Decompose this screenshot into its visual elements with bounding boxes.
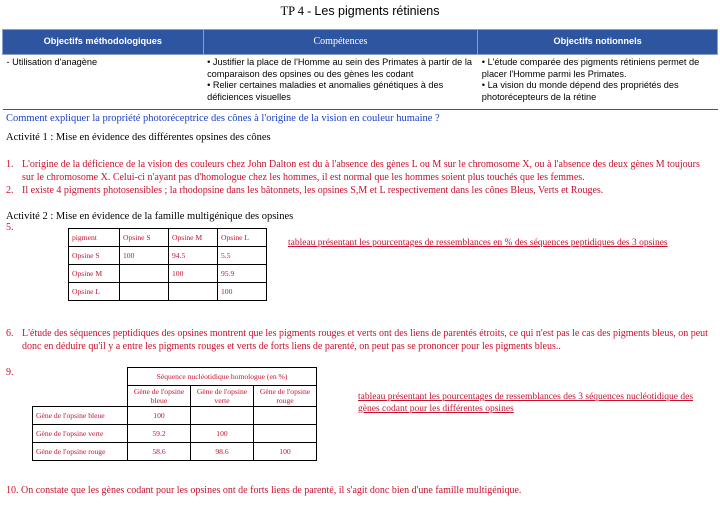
table-cell: 100 <box>254 443 317 461</box>
table-cell <box>254 425 317 443</box>
table-cell <box>120 265 169 283</box>
table-header-cell: Gène de l'opsine verte <box>191 386 254 407</box>
table2-caption: tableau présentant les pourcentages de ressemblances des 3 séquences nucléotidique des gènes codant pour les différentes opsines <box>358 392 694 414</box>
competences-cell <box>203 55 478 110</box>
table-header-cell: Opsine L <box>218 229 267 247</box>
table-cell: 100 <box>191 425 254 443</box>
table-cell: 59.2 <box>128 425 191 443</box>
header-notional: Objectifs notionnels <box>478 30 718 55</box>
table-row <box>69 283 267 301</box>
table-cell: Opsine S <box>69 247 120 265</box>
table-cell: Gène de l'opsine verte <box>33 425 128 443</box>
methodological-cell: - Utilisation d'anagène <box>3 55 204 110</box>
table-cell: 58.6 <box>128 443 191 461</box>
table-header-cell: pigment <box>69 229 120 247</box>
table-cell: Gène de l'opsine rouge <box>33 443 128 461</box>
page-title <box>0 4 720 19</box>
table-header-cell: Gène de l'opsine bleue <box>128 386 191 407</box>
header-methodological: Objectifs méthodologiques <box>3 30 204 55</box>
header-competences: Compétences <box>203 30 478 55</box>
empty-corner <box>33 368 128 386</box>
table-cell: 95.9 <box>218 265 267 283</box>
problem-question: Comment expliquer la propriété photoréceptrice des cônes à l'origine de la vision en couleur humaine ? <box>6 113 440 124</box>
table-cell: Opsine L <box>69 283 120 301</box>
table-row <box>69 265 267 283</box>
table-cell <box>169 283 218 301</box>
table-cell <box>120 283 169 301</box>
objectives-table <box>2 29 718 110</box>
title-tp: TP 4 - <box>280 4 315 18</box>
item-number: 2. <box>6 185 14 196</box>
table-row <box>33 407 317 425</box>
activity1-item-2 <box>6 185 712 198</box>
table-cell <box>254 407 317 425</box>
item-text: L'étude des séquences peptidiques des opsines montrent que les pigments rouges et verts ont des liens de parentés étroits, ce qui n'est pas le cas des pigments bleus, on peut donc en déduire qu'il y a entre les pigments rouges et verts de forts liens de parenté, on peut pas se prononcer pour les pigments bleus.. <box>22 328 708 352</box>
gene-nucleotide-table <box>32 367 317 461</box>
table-row <box>33 425 317 443</box>
activity2-item-10: 10. On constate que les gènes codant pour les opsines ont de forts liens de parenté, il s'agit donc bien d'une famille multigénique. <box>6 485 522 496</box>
table-cell: 100 <box>120 247 169 265</box>
table-row <box>33 443 317 461</box>
notional-item: • L'étude comparée des pigments rétiniens permet de placer l'Homme parmi les Primates. <box>481 57 700 79</box>
table-cell <box>191 407 254 425</box>
item-text: Il existe 4 pigments photosensibles ; la rhodopsine dans les bâtonnets, les opsines S,M et L respectivement dans les cônes Bleus, Verts et Rouges. <box>22 185 604 196</box>
notional-item: • La vision du monde dépend des propriétés des photorécepteurs de la rétine <box>481 80 679 102</box>
opsine-peptide-table <box>68 228 267 301</box>
activity2-item-6 <box>6 328 712 353</box>
table-cell: 98.6 <box>191 443 254 461</box>
table-cell: Opsine M <box>69 265 120 283</box>
table-cell: 100 <box>169 265 218 283</box>
item-number-9: 9. <box>6 367 14 378</box>
item-number: 1. <box>6 159 14 170</box>
table-header-cell: Opsine M <box>169 229 218 247</box>
item-text: L'origine de la déficience de la vision des couleurs chez John Dalton est du à l'absence des gènes L ou M sur le chromosome X, ou à l'absence des deux gènes M toujours sur le chromosome X. Celui-ci n'ayant pas d'homologue chez les hommes, il est normal que les hommes soient plus touchés que les femmes. <box>22 159 700 183</box>
table-header-cell: Opsine S <box>120 229 169 247</box>
notional-cell <box>478 55 718 110</box>
title-rest: Les pigments rétiniens <box>314 4 440 18</box>
table-cell: 5.5 <box>218 247 267 265</box>
table-cell: Gène de l'opsine bleue <box>33 407 128 425</box>
item-number: 6. <box>6 328 14 339</box>
activity2-title: Activité 2 : Mise en évidence de la famille multigénique des opsines <box>6 211 294 222</box>
activity1-item-1 <box>6 159 712 184</box>
activity1-title: Activité 1 : Mise en évidence des différentes opsines des cônes <box>6 132 271 143</box>
table-header-cell: Gène de l'opsine rouge <box>254 386 317 407</box>
table1-caption: tableau présentant les pourcentages de ressemblances en % des séquences peptidiques des 3 opsines <box>288 238 668 248</box>
table-cell: 94.5 <box>169 247 218 265</box>
table-cell: 100 <box>128 407 191 425</box>
empty-corner <box>33 386 128 407</box>
competence-item: • Relier certaines maladies et anomalies génétiques à des déficiences visuelles <box>207 80 444 102</box>
item-number-5: 5. <box>6 222 14 233</box>
table-cell: 100 <box>218 283 267 301</box>
competence-item: • Justifier la place de l'Homme au sein des Primates à partir de la comparaison des opsines ou des gènes les codant <box>207 57 472 79</box>
table-top-header: Séquence nucléotidique homologue (en %) <box>128 368 317 386</box>
table-row <box>69 247 267 265</box>
